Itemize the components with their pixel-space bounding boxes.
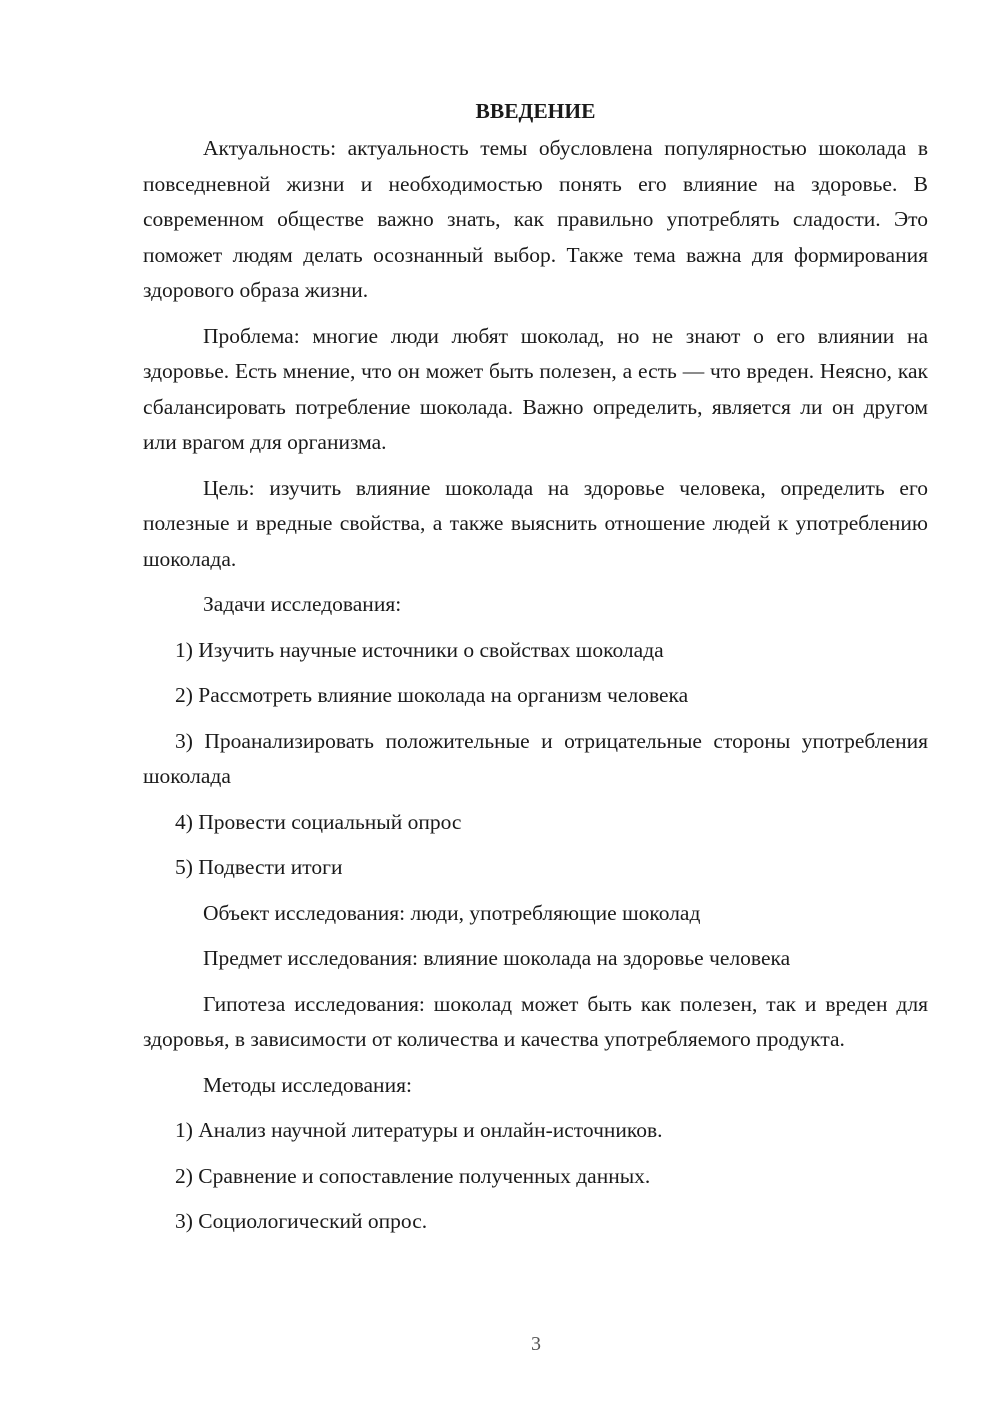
section-title: ВВЕДЕНИЕ xyxy=(475,99,596,123)
page-number: 3 xyxy=(531,1333,541,1355)
problem-paragraph: Проблема: многие люди любят шоколад, но не знают о его влиянии на здоровье. Есть мнение, что он может быть полезен, а есть — что вреден. Неясно, как сбалансировать потребление шоколада. Важно определить, является ли он другом или врагом для организма. xyxy=(143,323,928,454)
document-page xyxy=(143,96,928,1250)
method-item-2: 2) Сравнение и сопоставление полученных данных. xyxy=(175,1163,651,1188)
methods-heading: Методы исследования: xyxy=(203,1072,412,1097)
task-item-5: 5) Подвести итоги xyxy=(175,855,343,879)
task-item-4: 4) Провести социальный опрос xyxy=(175,809,462,834)
goal-paragraph: Цель: изучить влияние шоколада на здоровье человека, определить его полезные и вредные свойства, а также выяснить отношение людей к употреблению шоколада. xyxy=(143,475,928,571)
task-item-1: 1) Изучить научные источники о свойствах шоколада xyxy=(175,637,664,662)
tasks-heading: Задачи исследования: xyxy=(203,592,402,616)
hypothesis-paragraph: Гипотеза исследования: шоколад может быть как полезен, так и вреден для здоровья, в зависимости от количества и качества употребляемого продукта. xyxy=(143,991,928,1051)
method-item-3: 3) Социологический опрос. xyxy=(175,1209,428,1233)
method-item-1: 1) Анализ научной литературы и онлайн-источников. xyxy=(175,1118,663,1142)
task-item-2: 2) Рассмотреть влияние шоколада на организм человека xyxy=(175,683,689,707)
subject-line: Предмет исследования: влияние шоколада на здоровье человека xyxy=(203,946,791,970)
object-line: Объект исследования: люди, употребляющие шоколад xyxy=(203,900,701,925)
task-item-3: 3) Проанализировать положительные и отрицательные стороны употребления шоколада xyxy=(143,728,928,788)
relevance-paragraph: Актуальность: актуальность темы обусловлена популярностью шоколада в повседневной жизни и необходимостью понять его влияние на здоровье. В современном обществе важно знать, как правильно употреблять сладости. Это поможет людям делать осознанный выбор. Также тема важна для формирования здорового образа жизни. xyxy=(143,136,928,302)
